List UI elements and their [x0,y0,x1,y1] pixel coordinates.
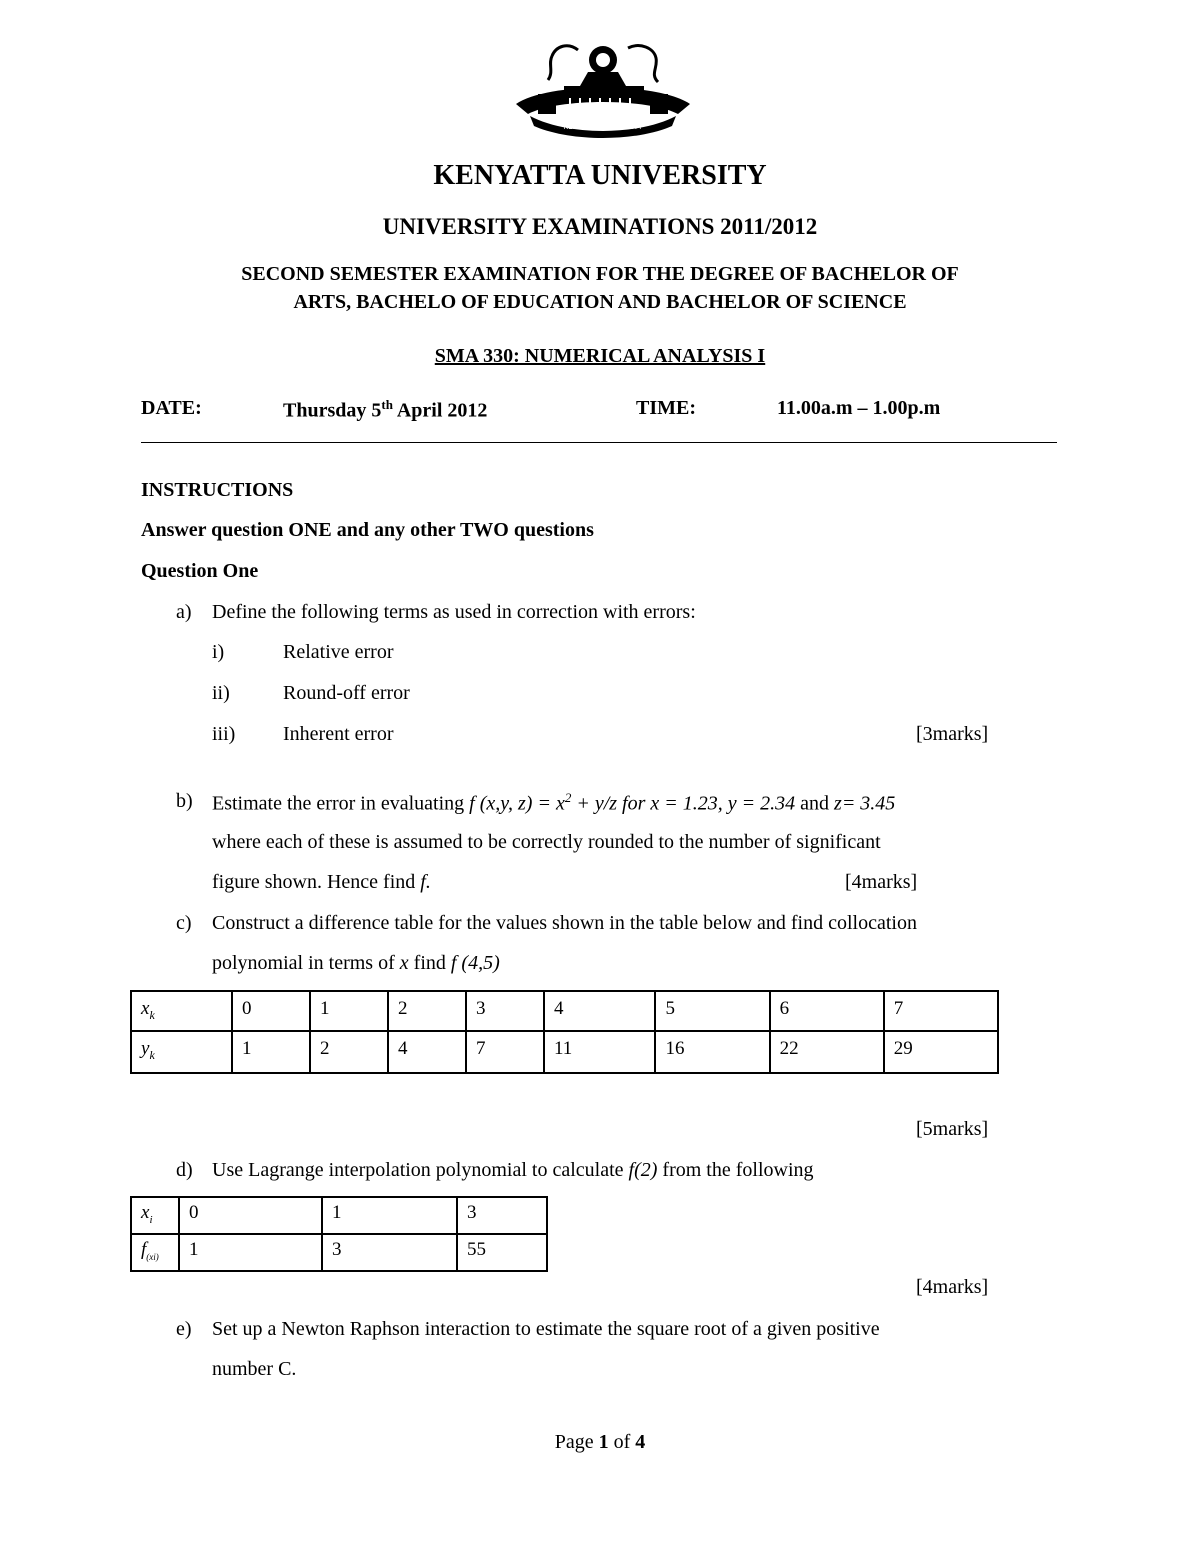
svg-text:KENYATTA UNIVERSITY: KENYATTA UNIVERSITY [563,123,643,131]
table-cell: 3 [322,1234,457,1271]
table-row-label: $y_k$ [131,1031,232,1073]
difference-data-table [130,990,999,1074]
part-e-line1: Set up a Newton Raphson interaction to estimate the square root of a given positive [212,1318,880,1340]
table-cell: 29 [884,1031,998,1073]
table-cell: 11 [544,1031,655,1073]
part-a-label: a) [176,601,192,623]
list-item-num: iii) [212,723,236,745]
part-c-line2: polynomial in terms of x find f (4,5) [212,952,500,974]
table-row [131,991,998,1031]
table-cell: 1 [179,1234,322,1271]
exam-description-line1: SECOND SEMESTER EXAMINATION FOR THE DEGREE OF BACHELOR OF [241,263,959,285]
table-row-label: $f_{(xi)}$ [131,1234,179,1271]
table-cell: 7 [466,1031,544,1073]
page-number: Page 1 of 4 [554,1431,646,1453]
table-cell: 16 [655,1031,769,1073]
table-cell: 1 [310,991,388,1031]
table-cell: 1 [232,1031,310,1073]
question-one-heading: Question One [141,560,259,582]
part-a-text: Define the following terms as used in correction with errors: [212,601,696,623]
table-cell: 5 [655,991,769,1031]
table-cell: 0 [232,991,310,1031]
university-name: KENYATTA UNIVERSITY [433,160,767,191]
time-label: TIME: [636,397,696,419]
table-row [131,1197,547,1234]
table-row-label: $x_k$ [131,991,232,1031]
table-cell: 4 [544,991,655,1031]
marks-d: [4marks] [916,1276,989,1298]
part-e-line2: number C. [212,1358,297,1380]
part-c-line1: Construct a difference table for the values shown in the table below and find collocation [212,912,917,934]
marks-c: [5marks] [916,1118,989,1140]
table-row [131,1031,998,1073]
list-item-num: i) [212,641,225,663]
table-cell: 3 [457,1197,547,1234]
part-d-label: d) [176,1159,193,1181]
table-cell: 4 [388,1031,466,1073]
table-cell: 1 [322,1197,457,1234]
exam-session: UNIVERSITY EXAMINATIONS 2011/2012 [382,214,818,239]
header-divider [141,442,1057,443]
table-cell: 2 [388,991,466,1031]
part-b-line3: figure shown. Hence find f. [212,871,431,893]
date-value: Thursday 5th April 2012 [283,397,488,422]
part-d-text: Use Lagrange interpolation polynomial to calculate f(2) from the following [212,1159,814,1181]
marks-b: [4marks] [845,871,918,893]
part-c-label: c) [176,912,192,934]
part-e-label: e) [176,1318,192,1340]
table-cell: 22 [770,1031,884,1073]
part-b-line2: where each of these is assumed to be correctly rounded to the number of significant [212,831,881,853]
date-label: DATE: [141,397,202,419]
time-value: 11.00a.m – 1.00p.m [777,397,941,419]
table-row [131,1234,547,1271]
university-logo [508,42,698,140]
lagrange-data-table [130,1196,548,1272]
exam-description [0,260,1200,316]
table-row-label: $x_i$ [131,1197,179,1234]
list-item: Round-off error [283,682,410,704]
table-cell: 0 [179,1197,322,1234]
table-cell: 3 [466,991,544,1031]
table-cell: 55 [457,1234,547,1271]
part-b-line1: Estimate the error in evaluating f (x,y, $z) = x^2 + y/z$ for x = 1.23, y = 2.34 and z= 3.45 [212,790,896,815]
table-cell: 7 [884,991,998,1031]
course-title: SMA 330: NUMERICAL ANALYSIS I [434,345,766,367]
list-item-num: ii) [212,682,230,704]
list-item: Inherent error [283,723,394,745]
instructions-heading: INSTRUCTIONS [141,479,294,501]
instructions-text: Answer question ONE and any other TWO questions [141,519,594,541]
table-cell: 2 [310,1031,388,1073]
table-cell: 6 [770,991,884,1031]
exam-description-line2: ARTS, BACHELO OF EDUCATION AND BACHELOR OF SCIENCE [293,291,907,313]
list-item: Relative error [283,641,394,663]
part-b-label: b) [176,790,193,812]
marks-a: [3marks] [916,723,989,745]
